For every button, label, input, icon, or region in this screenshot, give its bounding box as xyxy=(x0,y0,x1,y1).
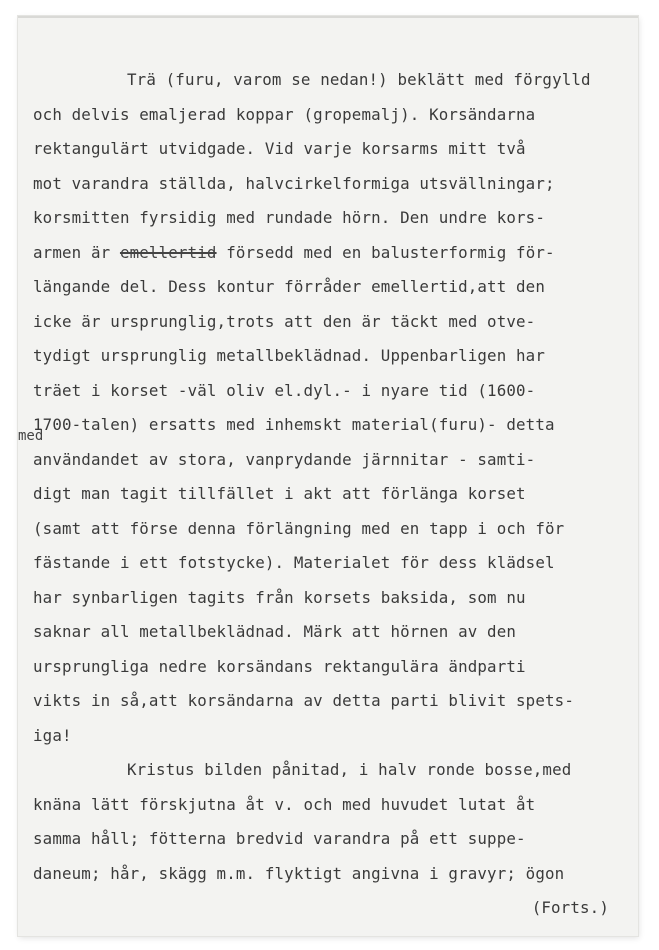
typed-text-body xyxy=(33,63,633,926)
text-line: och delvis emaljerad koppar (gropemalj). Korsändarna xyxy=(33,104,536,124)
text-line: längande del. Dess kontur förråder emellertid,att den xyxy=(33,277,546,296)
margin-insert: med xyxy=(18,428,44,444)
text-line: ursprungliga nedre korsändans rektangulära ändparti xyxy=(33,656,526,676)
text-line: Kristus bilden pånitad, i halv ronde bosse,med xyxy=(127,760,572,779)
text-line-with-strikethrough xyxy=(33,236,633,271)
continuation-note: (Forts.) xyxy=(531,898,609,917)
text-line: knäna lätt förskjutna åt v. och med huvudet lutat åt xyxy=(33,794,536,814)
text-line: träet i korset -väl oliv el.dyl.- i nyare tid (1600- xyxy=(33,380,536,400)
text-line: användandet av stora, vanprydande järnnitar - samti- xyxy=(33,449,536,469)
text-fragment: armen är xyxy=(33,242,120,262)
text-line: rektangulärt utvidgade. Vid varje korsarms mitt två xyxy=(33,139,526,158)
text-line: Trä (furu, varom se nedan!) beklätt med förgylld xyxy=(127,70,591,89)
text-line: digt man tagit tillfället i akt att förlänga korset xyxy=(33,484,526,503)
text-line: samma håll; fötterna bredvid varandra på ett suppe- xyxy=(33,829,526,848)
text-line: har synbarligen tagits från korsets baksida, som nu xyxy=(33,587,526,607)
text-line: daneum; hår, skägg m.m. flyktigt angivna i gravyr; ögon xyxy=(33,863,565,883)
struck-word: emellertid xyxy=(119,242,217,262)
text-line: mot varandra ställda, halvcirkelformiga utsvällningar; xyxy=(33,173,555,193)
typewritten-page xyxy=(18,16,638,936)
text-line: iga! xyxy=(33,725,72,745)
text-line: vikts in så,att korsändarna av detta parti blivit spets- xyxy=(33,691,574,710)
text-line: icke är ursprunglig,trots att den är täckt med otve- xyxy=(33,311,536,331)
text-line: tydigt ursprunglig metallbeklädnad. Uppenbarligen har xyxy=(33,346,546,365)
text-line: korsmitten fyrsidig med rundade hörn. Den undre kors- xyxy=(33,208,546,227)
text-line: saknar all metallbeklädnad. Märk att hörnen av den xyxy=(33,622,517,641)
text-line: fästande i ett fotstycke). Materialet för dess klädsel xyxy=(33,553,555,572)
text-line: (samt att förse denna förlängning med en tapp i och för xyxy=(33,518,565,538)
text-fragment: försedd med en balusterformig för- xyxy=(216,242,555,262)
text-line: 1700-talen) ersatts med inhemskt material(furu)- detta xyxy=(33,415,555,434)
